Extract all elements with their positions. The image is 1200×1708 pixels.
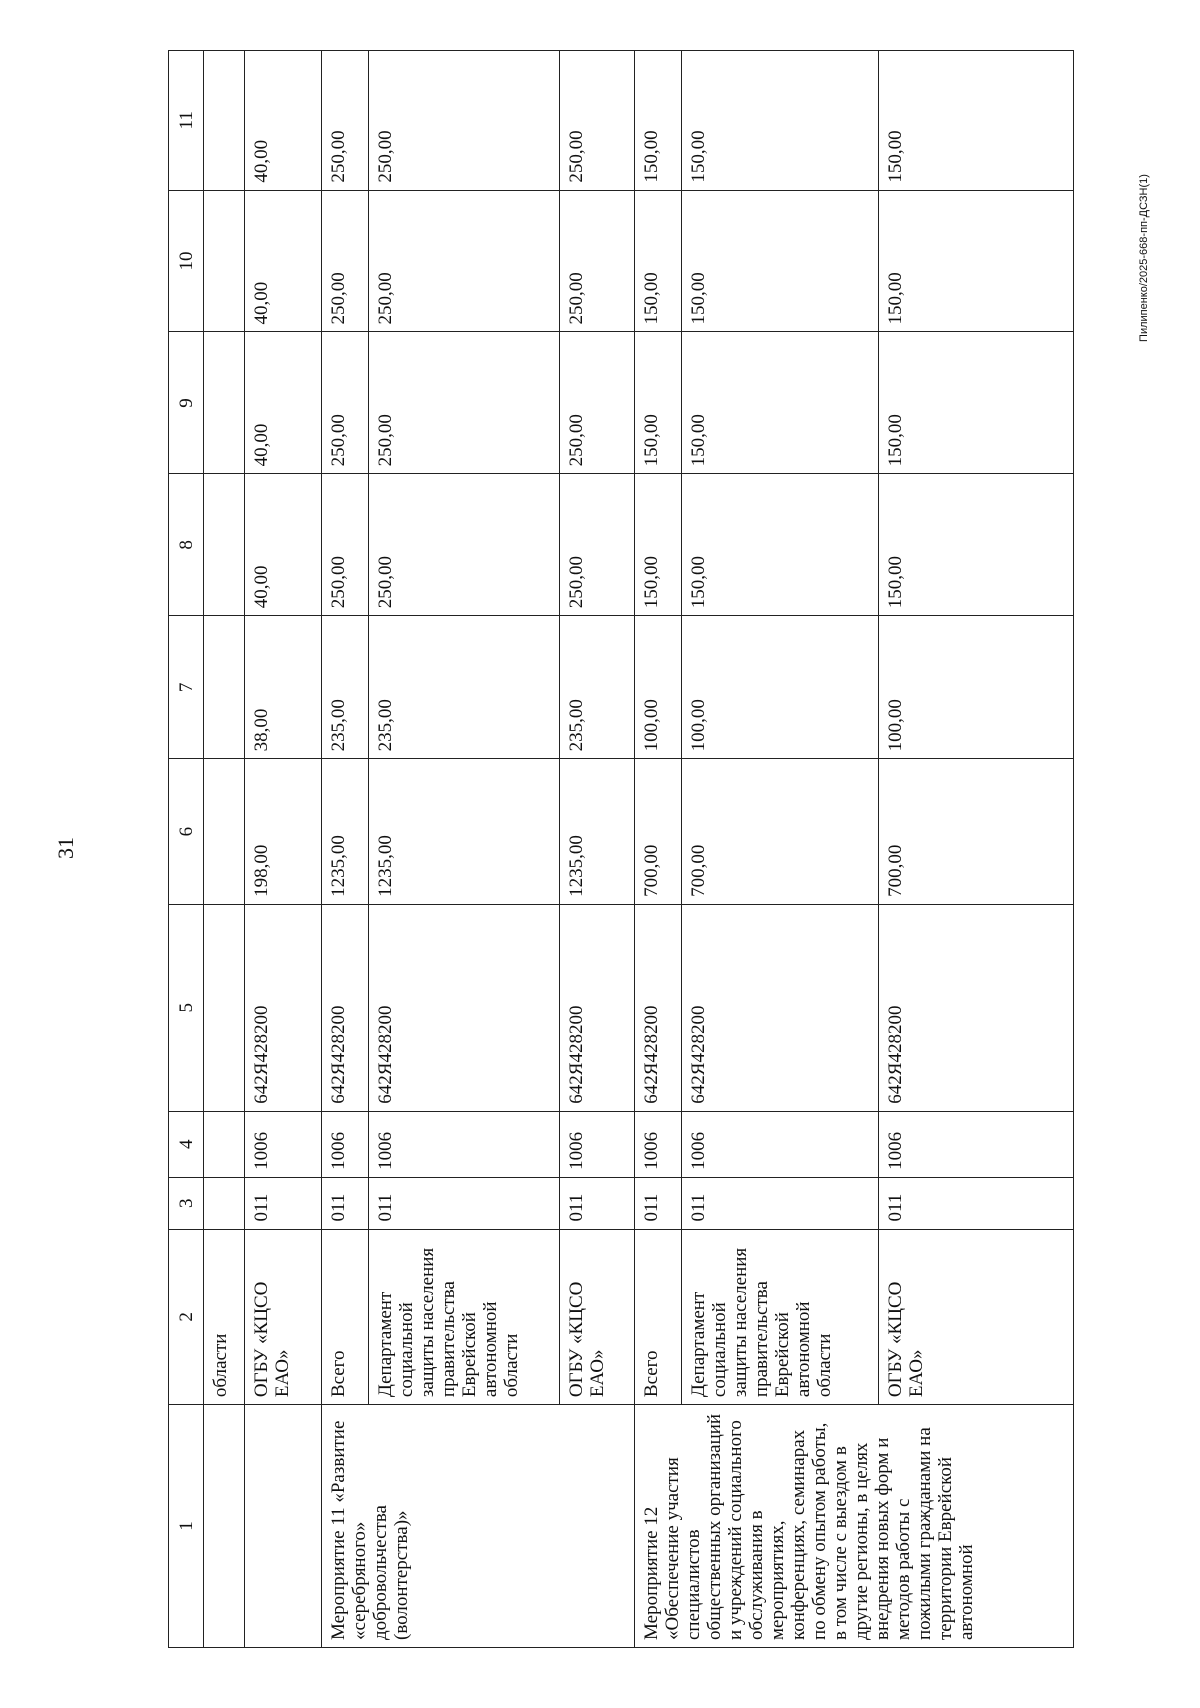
table-cell: 40,00 [245,190,322,332]
table-cell: 250,00 [322,190,369,332]
table-cell: 011 [560,1177,635,1229]
table-cell: 150,00 [635,51,682,191]
table-cell: 150,00 [682,190,879,332]
table-cell: 100,00 [635,616,682,759]
table-cell: 011 [369,1177,560,1229]
table-cell: области [204,1229,245,1405]
table-cell [204,616,245,759]
header-cell: 7 [169,616,204,759]
table-cell: 642Я428200 [560,904,635,1111]
table-row [635,51,682,1648]
table-cell: 1006 [560,1111,635,1177]
table-cell: 150,00 [682,51,879,191]
table-cell: 642Я428200 [245,904,322,1111]
table-cell: ОГБУ «КЦСО ЕАО» [560,1229,635,1405]
budget-table [168,50,1074,1648]
table-cell: 40,00 [245,332,322,474]
table-cell: 1235,00 [369,759,560,905]
table-cell: 250,00 [322,474,369,616]
table-cell: 150,00 [682,332,879,474]
table-cell: 250,00 [369,474,560,616]
table-cell: 700,00 [879,759,1074,905]
table-cell [204,1177,245,1229]
table-cell: 150,00 [682,474,879,616]
table-cell: Департамент социальной защиты населения правительства Еврейской автономной области [369,1229,560,1405]
header-cell: 3 [169,1177,204,1229]
table-cell [245,1405,322,1648]
table-cell: 250,00 [369,51,560,191]
table-cell: 011 [635,1177,682,1229]
table-cell [204,190,245,332]
header-cell: 9 [169,332,204,474]
header-cell: 10 [169,190,204,332]
table-cell: 011 [322,1177,369,1229]
table-cell: 1006 [245,1111,322,1177]
table-cell: 1235,00 [322,759,369,905]
table-cell: 100,00 [682,616,879,759]
measure-cell: Мероприятие 11 «Развитие «серебряного» добровольчества (волонтерства)» [322,1405,635,1648]
table-cell: 250,00 [322,332,369,474]
header-cell: 11 [169,51,204,191]
table-cell: 150,00 [879,190,1074,332]
table-cell: ОГБУ «КЦСО ЕАО» [879,1229,1074,1405]
table-cell: 1006 [369,1111,560,1177]
header-cell: 8 [169,474,204,616]
table-cell: 1006 [682,1111,879,1177]
table-cell [204,1111,245,1177]
table-cell: 150,00 [879,474,1074,616]
table-cell: 250,00 [560,332,635,474]
table-cell: 1006 [635,1111,682,1177]
table-cell: 642Я428200 [879,904,1074,1111]
table-cell: 700,00 [682,759,879,905]
table-cell: 150,00 [879,51,1074,191]
table-cell [204,759,245,905]
table-cell: 150,00 [635,474,682,616]
table-cell [204,332,245,474]
header-cell: 5 [169,904,204,1111]
table-cell: 40,00 [245,51,322,191]
table-cell: Департамент социальной защиты населения правительства Еврейской автономной области [682,1229,879,1405]
table-cell: 40,00 [245,474,322,616]
page-number: 31 [53,837,78,859]
header-cell: 1 [169,1405,204,1648]
table-cell: 250,00 [322,51,369,191]
document-code: Пилипенко/2025-668-пп-ДСЗН(1) [1138,174,1150,342]
header-cell: 2 [169,1229,204,1405]
table-cell: 011 [245,1177,322,1229]
table-row [245,51,322,1648]
table-cell: 38,00 [245,616,322,759]
table-cell [204,904,245,1111]
table-cell: 642Я428200 [322,904,369,1111]
table-cell: 150,00 [879,332,1074,474]
table-cell: ОГБУ «КЦСО ЕАО» [245,1229,322,1405]
table-row [322,51,369,1648]
table-cell: 1006 [879,1111,1074,1177]
table-cell: 150,00 [635,190,682,332]
table-row [204,51,245,1648]
table-cell: 642Я428200 [682,904,879,1111]
table-cell: 250,00 [560,190,635,332]
budget-table-rotated [168,50,1030,1648]
table-cell: 100,00 [879,616,1074,759]
header-row [169,51,204,1648]
table-cell: 1235,00 [560,759,635,905]
table-cell: Всего [322,1229,369,1405]
table-cell: 700,00 [635,759,682,905]
table-cell: 250,00 [369,332,560,474]
table-cell: 235,00 [369,616,560,759]
table-cell: 250,00 [560,51,635,191]
table-cell: Всего [635,1229,682,1405]
table-cell: 642Я428200 [369,904,560,1111]
table-cell: 250,00 [560,474,635,616]
table-cell: 235,00 [560,616,635,759]
table-cell: 642Я428200 [635,904,682,1111]
table-cell: 011 [682,1177,879,1229]
table-cell [204,1405,245,1648]
table-cell: 198,00 [245,759,322,905]
measure-cell: Мероприятие 12 «Обеспечение участия специалистов общественных организаций и учреждений социального обслуживания в мероприятиях, конференциях, семинарах по обмену опытом работы, в том числе с выездом в другие регионы, в целях внедрения новых форм и методов работы с пожилыми гражданами на территории Еврейской автономной [635,1405,1074,1648]
header-cell: 6 [169,759,204,905]
table-cell [204,474,245,616]
table-cell: 1006 [322,1111,369,1177]
header-cell: 4 [169,1111,204,1177]
table-cell: 250,00 [369,190,560,332]
table-cell: 235,00 [322,616,369,759]
table-cell: 011 [879,1177,1074,1229]
table-cell: 150,00 [635,332,682,474]
table-cell [204,51,245,191]
